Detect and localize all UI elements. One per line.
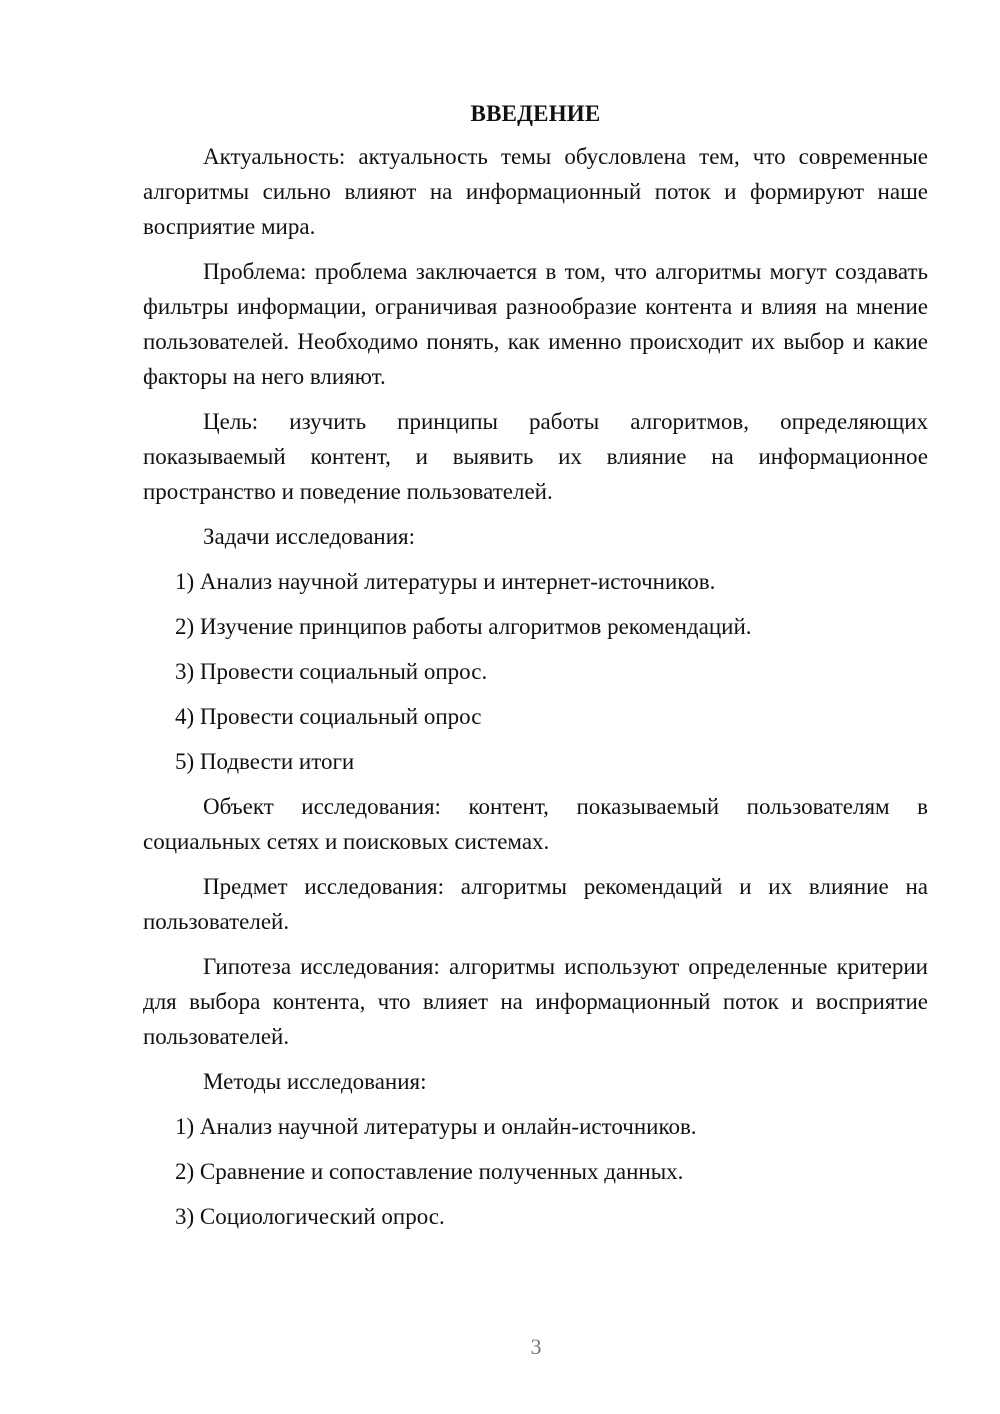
relevance-paragraph: Актуальность: актуальность темы обусловлена тем, что современные алгоритмы сильно влияют на информационный поток и формируют наше восприятие мира. [143, 144, 928, 239]
method-item: 2) Сравнение и сопоставление полученных данных. [175, 1159, 684, 1184]
task-item: 2) Изучение принципов работы алгоритмов рекомендаций. [175, 614, 752, 639]
tasks-label: Задачи исследования: [203, 524, 416, 549]
hypothesis-paragraph: Гипотеза исследования: алгоритмы используют определенные критерии для выбора контента, что влияет на информационный поток и восприятие пользователей. [143, 954, 928, 1049]
tasks-list [143, 564, 928, 779]
page-number: 3 [530, 1334, 542, 1359]
method-item: 3) Социологический опрос. [175, 1204, 445, 1229]
subject-paragraph: Предмет исследования: алгоритмы рекомендаций и их влияние на пользователей. [143, 874, 928, 934]
methods-label: Методы исследования: [203, 1069, 427, 1094]
problem-paragraph: Проблема: проблема заключается в том, что алгоритмы могут создавать фильтры информации, ограничивая разнообразие контента и влияя на мнение пользователей. Необходимо понять, как именно происходит их выбор и какие факторы на него влияют. [143, 259, 928, 389]
task-item: 1) Анализ научной литературы и интернет-источников. [175, 569, 716, 594]
task-item: 4) Провести социальный опрос [175, 704, 482, 729]
task-item: 5) Подвести итоги [175, 749, 355, 774]
methods-list [143, 1109, 928, 1234]
method-item: 1) Анализ научной литературы и онлайн-источников. [175, 1114, 697, 1139]
document-page [143, 96, 928, 1244]
object-paragraph: Объект исследования: контент, показываемый пользователям в социальных сетях и поисковых системах. [143, 794, 928, 854]
task-item: 3) Провести социальный опрос. [175, 659, 488, 684]
page-title: ВВЕДЕНИЕ [470, 101, 601, 126]
goal-paragraph: Цель: изучить принципы работы алгоритмов, определяющих показываемый контент, и выявить их влияние на информационное пространство и поведение пользователей. [143, 409, 928, 504]
